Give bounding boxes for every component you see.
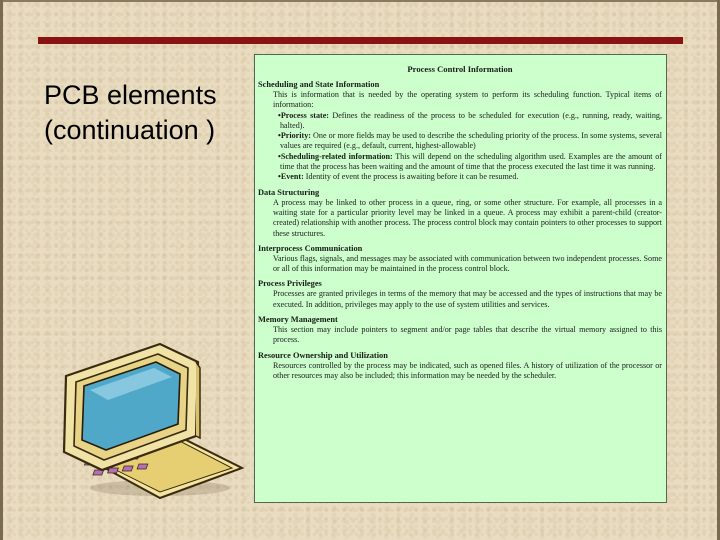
section-data-structuring bbox=[258, 188, 662, 239]
section-memory-management bbox=[258, 315, 662, 346]
bullet-label: •Event: bbox=[278, 172, 304, 182]
section-heading: Process Privileges bbox=[258, 279, 322, 289]
bullet-text: This will depend on the scheduling algorithm used. Examples are the amount of time that the process has been waiting and the amount of time that the process executed the last time it was running. bbox=[280, 151, 662, 172]
bullet-text: Identity of event the process is awaiting before it can be resumed. bbox=[303, 172, 519, 182]
document-title: Process Control Information bbox=[407, 64, 513, 74]
bullet-process-state bbox=[280, 111, 662, 132]
computer-clipart-icon bbox=[50, 340, 250, 500]
section-paragraph: This is information that is needed by the operating system to perform its scheduling function. Typical items of information: bbox=[273, 90, 662, 110]
section-process-privileges bbox=[258, 279, 662, 310]
section-scheduling bbox=[258, 80, 662, 183]
bullet-label: •Scheduling-related information: bbox=[278, 151, 393, 161]
section-paragraph: Various flags, signals, and messages may be associated with communication between two independent processes. Some or all of this information may be maintained in the process control block. bbox=[273, 253, 662, 274]
section-paragraph: Resources controlled by the process may be indicated, such as opened files. A history of utilization of the processor or other resources may also be included; this information may be needed by the scheduler. bbox=[273, 360, 662, 380]
bullet-list bbox=[258, 111, 662, 183]
section-paragraph: Processes are granted privileges in terms of the memory that may be accessed and the types of instructions that may be executed. In addition, privileges may apply to the use of system utilities and services. bbox=[273, 289, 662, 309]
section-interprocess-communication bbox=[258, 244, 662, 275]
slide-left-edge bbox=[0, 0, 3, 540]
bullet-text: One or more fields may be used to describe the scheduling priority of the process. In some systems, several values are required (e.g., default, current, highest-allowable) bbox=[280, 131, 662, 151]
section-paragraph: This section may include pointers to segment and/or page tables that describe the virtual memory assigned to this process. bbox=[273, 325, 662, 345]
section-heading: Interprocess Communication bbox=[258, 243, 363, 253]
bullet-label: •Process state: bbox=[278, 110, 329, 120]
section-heading: Memory Management bbox=[258, 315, 338, 325]
section-heading: Scheduling and State Information bbox=[258, 80, 380, 89]
slide-top-edge bbox=[0, 0, 720, 2]
bullet-event bbox=[280, 172, 662, 182]
title-rule bbox=[38, 37, 683, 44]
section-resource-ownership bbox=[258, 351, 662, 382]
section-heading: Data Structuring bbox=[258, 187, 320, 197]
section-heading: Resource Ownership and Utilization bbox=[258, 350, 388, 360]
bullet-priority bbox=[280, 131, 662, 152]
bullet-scheduling-info bbox=[280, 152, 662, 173]
bullet-text: Defines the readiness of the process to be scheduled for execution (e.g., running, ready, waiting, halted). bbox=[280, 110, 662, 130]
process-control-document bbox=[254, 54, 667, 503]
section-paragraph: A process may be linked to other process in a queue, ring, or some other structure. For example, all processes in a waiting state for a particular priority level may be linked in a queue. A process may exhibit a parent-child (creator-created) relationship with another process. The process control block may contain pointers to other processes to support these structures. bbox=[273, 197, 662, 238]
bullet-label: •Priority: bbox=[278, 131, 311, 141]
slide-title: PCB elements (continuation ) bbox=[44, 80, 217, 145]
